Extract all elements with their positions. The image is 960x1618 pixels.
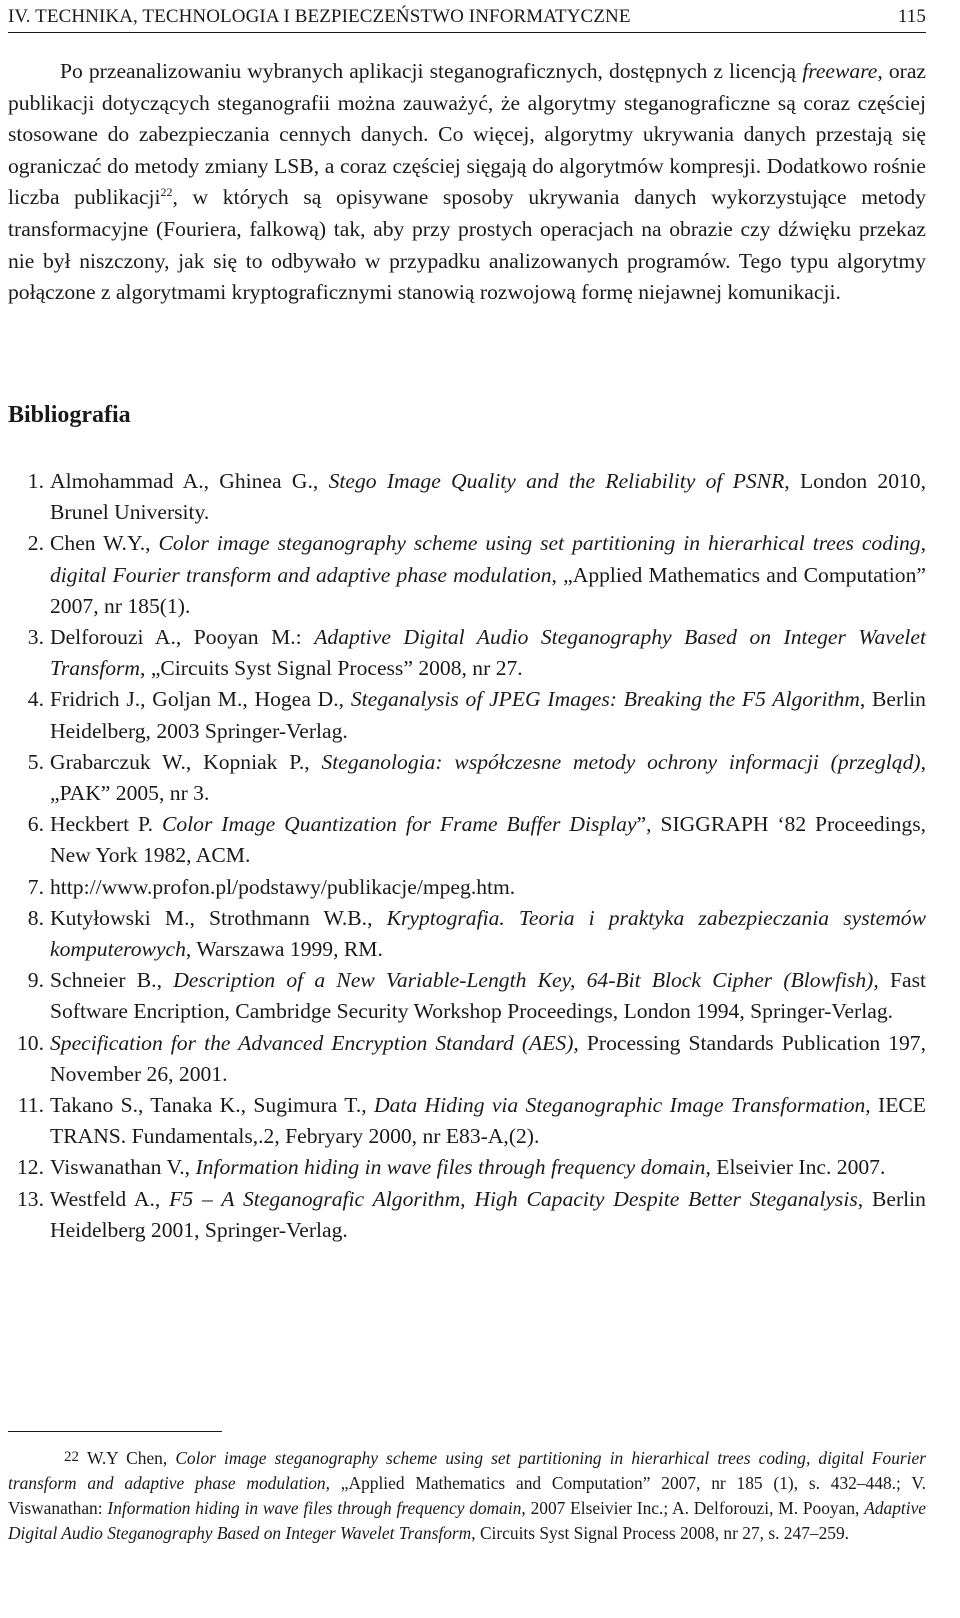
- entry-details: , Berlin Heidelberg, 2003 Springer-Verlag.: [50, 687, 926, 743]
- entry-title: Color image steganography scheme using set partitioning in hierarhical trees coding, digital Fourier transform and adaptive phase modulation: [50, 531, 926, 587]
- chapter-title: IV. TECHNIKA, TECHNOLOGIA I BEZPIECZEŃSTWO INFORMATYCZNE: [8, 6, 631, 27]
- bibliography-entry: [8, 903, 926, 965]
- entry-details: IECE TRANS. Fundamentals,.2, Febryary 2000, nr E83-A,(2).: [50, 1093, 926, 1149]
- entry-authors: Westfeld A.,: [50, 1186, 170, 1211]
- entry-details: , „Applied Mathematics and Computation” 2007, nr 185(1).: [50, 562, 926, 618]
- footnote-title-2: Information hiding in wave files through frequency domain: [107, 1498, 522, 1518]
- body-sentence-3: , w których są opisywane sposoby ukrywania danych wykorzystujące metody transformacyjne (Fouriera, falkową) tak, aby przy prostych operacjach na obrazie czy dźwięku przekaz nie był niszczony, jak się to odbywało w przypadku analizowanych programów. Tego typu algorytmy połączone z algorytmami kryptograficznymi stanowią rozwojową formę niejawnej komunikacji.: [8, 185, 926, 305]
- bibliography-list: [8, 466, 926, 1246]
- entry-title: F5 – A Steganografic Algorithm, High Capacity Despite Better Steganalysis: [169, 1186, 858, 1211]
- entry-number: 13.: [17, 1186, 44, 1211]
- bibliography-entry: [8, 1152, 926, 1183]
- entry-number: 3.: [27, 625, 44, 650]
- body-sentence-2: , oraz publikacji dotyczących steganografii można zauważyć, że algorytmy steganograficzne są coraz częściej stosowane do zabezpieczania cennych danych. Co więcej, algorytmy ukrywania danych przestają się ograniczać do metody zmiany LSB, a coraz częściej sięgają do algorytmów kompresji. Dodatkowo rośnie liczba publikacji: [8, 59, 926, 210]
- entry-details: , „Circuits Syst Signal Process” 2008, nr 27.: [140, 656, 523, 681]
- entry-number: 2.: [27, 531, 44, 556]
- entry-title: Stego Image Quality and the Reliability of PSNR: [328, 469, 785, 493]
- entry-details: , Elseivier Inc. 2007.: [705, 1155, 886, 1180]
- entry-details: „PAK” 2005, nr 3.: [50, 781, 210, 806]
- body-paragraph: [8, 56, 926, 309]
- bibliography-entry: [8, 1090, 926, 1152]
- entry-number: 11.: [17, 1093, 44, 1118]
- bibliography-entry: [8, 1184, 926, 1246]
- footnote-reference[interactable]: 22: [160, 185, 173, 200]
- footnote-title-1: Color image steganography scheme using set partitioning in hierarhical trees coding, digital Fourier transform and adaptive phase modulation: [8, 1448, 926, 1493]
- entry-title: Adaptive Digital Audio Steganography Based on Integer Wavelet Transform: [50, 625, 926, 681]
- entry-authors: Almohammad A., Ghinea G.,: [50, 469, 329, 493]
- page-number: 115: [897, 6, 926, 27]
- entry-title: Color Image Quantization for Frame Buffer Display: [161, 812, 637, 837]
- bibliography-entry: [8, 528, 926, 622]
- entry-number: 4.: [27, 687, 44, 712]
- body-sentence-1: Po przeanalizowaniu wybranych aplikacji steganograficznych, dostępnych z licencją: [60, 59, 803, 83]
- entry-title: Kryptografia. Teoria i praktyka zabezpieczania systemów komputerowych: [50, 905, 926, 962]
- footnote-text-2: , „Applied Mathematics and Computation” 2007, nr 185 (1), s. 432–448.; V. Viswanathan:: [8, 1473, 926, 1518]
- bibliography-entry: [8, 466, 926, 528]
- bibliography-entry: [8, 872, 926, 903]
- entry-title: Steganalysis of JPEG Images: Breaking the F5 Algorithm: [350, 687, 860, 712]
- entry-authors: Grabarczuk W., Kopniak P.,: [50, 749, 322, 774]
- entry-title: Specification for the Advanced Encryption Standard (AES),: [50, 1030, 579, 1055]
- entry-number: 5.: [27, 749, 44, 774]
- entry-details: Fast Software Encription, Cambridge Security Workshop Proceedings, London 1994, Springer-Verlag.: [50, 968, 927, 1024]
- entry-title: Information hiding in wave files through frequency domain: [195, 1155, 706, 1180]
- entry-title: Steganologia: współczesne metody ochrony informacji (przegląd),: [321, 749, 926, 774]
- footnote-divider: [8, 1431, 222, 1432]
- footnote-text-3: , 2007 Elseivier Inc.; A. Delforouzi, M. Pooyan,: [521, 1498, 865, 1518]
- entry-details: , Berlin Heidelberg 2001, Springer-Verlag.: [50, 1186, 926, 1242]
- entry-authors: Kutyłowski M., Strothmann W.B.,: [50, 905, 387, 930]
- bibliography-entry: [8, 809, 926, 871]
- entry-authors[interactable]: http://www.profon.pl/podstawy/publikacje/mpeg.htm.: [50, 874, 516, 899]
- entry-number: 1.: [27, 469, 44, 493]
- entry-number: 12.: [17, 1155, 44, 1180]
- entry-authors: Viswanathan V.,: [50, 1155, 196, 1180]
- bibliography-entry: [8, 1028, 926, 1090]
- bibliography-entry: [8, 684, 926, 746]
- entry-authors: Delforouzi A., Pooyan M.:: [50, 625, 315, 650]
- footnote-text-4: , Circuits Syst Signal Process 2008, nr 27, s. 247–259.: [471, 1523, 850, 1543]
- entry-authors: Takano S., Tanaka K., Sugimura T.,: [50, 1093, 374, 1118]
- entry-title: Data Hiding via Steganographic Image Transformation,: [374, 1093, 871, 1118]
- footnote-title-3: Adaptive Digital Audio Steganography Based on Integer Wavelet Transform: [8, 1498, 927, 1543]
- entry-authors: Heckbert P.: [50, 812, 162, 837]
- body-italic-freeware: freeware: [802, 59, 878, 83]
- bibliography-entry: [8, 965, 926, 1027]
- body-text: [8, 56, 926, 309]
- bibliography-heading: Bibliografia: [8, 402, 131, 428]
- entry-number: 10.: [17, 1030, 44, 1055]
- entry-number: 6.: [27, 812, 44, 837]
- entry-authors: Schneier B.,: [50, 968, 174, 993]
- footnote-mark: 22: [64, 1449, 79, 1465]
- bibliography-entry: [8, 747, 926, 809]
- entry-details: ”, SIGGRAPH ‘82 Proceedings, New York 1982, ACM.: [50, 812, 926, 868]
- entry-details: , Warszawa 1999, RM.: [185, 937, 383, 962]
- footnote: [8, 1445, 926, 1546]
- entry-authors: Fridrich J., Goljan M., Hogea D.,: [50, 687, 351, 712]
- running-head: [8, 2, 926, 33]
- entry-details: , London 2010, Brunel University.: [50, 469, 926, 525]
- bibliography-entry: [8, 622, 926, 684]
- entry-title: Description of a New Variable-Length Key, 64-Bit Block Cipher (Blowfish),: [173, 968, 879, 993]
- footnote-text-1: W.Y Chen,: [87, 1448, 176, 1468]
- entry-number: 8.: [27, 905, 44, 930]
- entry-details: Processing Standards Publication 197, November 26, 2001.: [50, 1030, 926, 1086]
- entry-number: 9.: [27, 968, 44, 993]
- entry-authors: Chen W.Y.,: [50, 531, 159, 556]
- entry-number: 7.: [27, 874, 44, 899]
